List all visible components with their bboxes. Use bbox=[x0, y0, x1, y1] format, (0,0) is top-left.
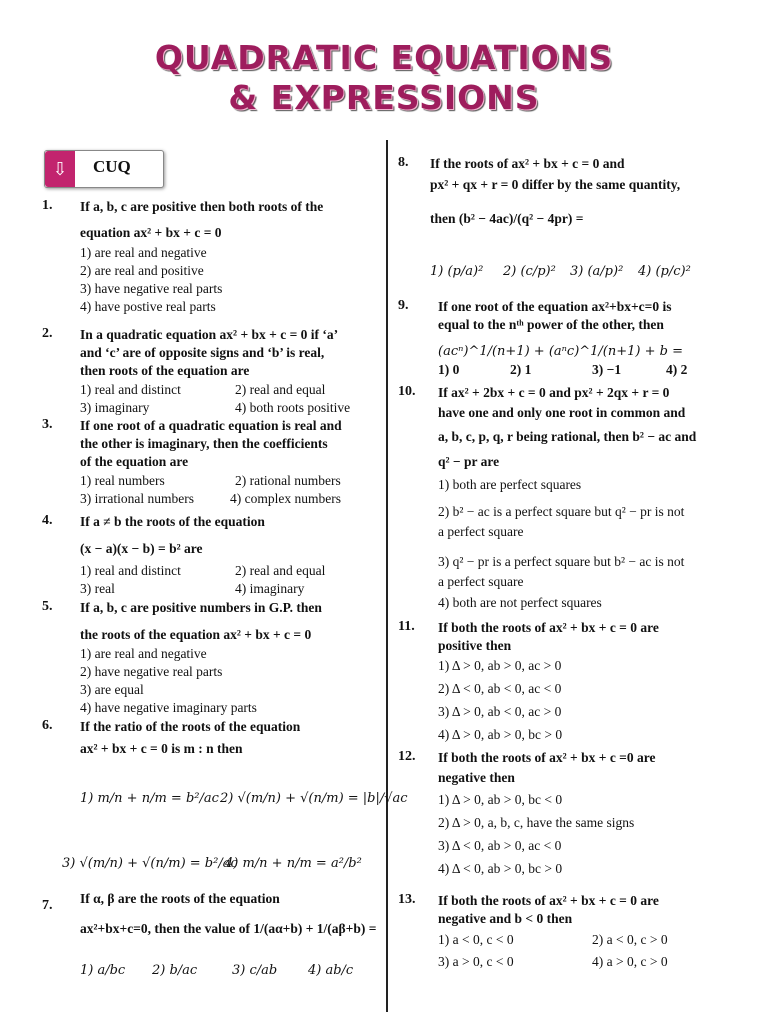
question-text: positive then bbox=[438, 638, 512, 653]
option: 4) m/n + n/m = a²/b² bbox=[225, 856, 362, 871]
question-number: 12. bbox=[398, 749, 416, 764]
question-text: q² − pr are bbox=[438, 454, 500, 469]
question-number: 1. bbox=[42, 198, 53, 213]
option: 3) √(m/n) + √(n/m) = b²/ac bbox=[62, 856, 238, 871]
option: 3) are equal bbox=[80, 682, 144, 697]
question-text: ax²+bx+c=0, then the value of 1/(aα+b) + 1/(aβ+b) = bbox=[80, 921, 377, 936]
question-text: In a quadratic equation ax² + bx + c = 0 if ‘a’ bbox=[80, 327, 339, 342]
option: 2) √(m/n) + √(n/m) = |b|/√ac bbox=[220, 791, 408, 806]
option: 2) real and equal bbox=[235, 382, 326, 397]
question-text: If both the roots of ax² + bx + c = 0 are bbox=[438, 620, 659, 635]
section-badge bbox=[44, 150, 164, 188]
option: 4) (p/c)² bbox=[638, 264, 691, 279]
question-text: then (b² − 4ac)/(q² − 4pr) = bbox=[430, 211, 584, 226]
question-text: and ‘c’ are of opposite signs and ‘b’ is real, bbox=[80, 345, 325, 360]
option: 1) 0 bbox=[438, 362, 460, 377]
question-text: If the roots of ax² + bx + c = 0 and bbox=[430, 156, 625, 171]
question-text: (x − a)(x − b) = b² are bbox=[80, 541, 203, 556]
option: 2) b² − ac is a perfect square but q² − pr is not bbox=[438, 504, 685, 519]
question-number: 7. bbox=[42, 898, 53, 913]
question-number: 13. bbox=[398, 892, 416, 907]
option: 2) (c/p)² bbox=[503, 264, 556, 279]
question-number: 3. bbox=[42, 417, 53, 432]
question-text: negative and b < 0 then bbox=[438, 911, 573, 926]
option: 1) Δ > 0, ab > 0, ac > 0 bbox=[438, 658, 562, 673]
question-text: a, b, c, p, q, r being rational, then b² − ac and bbox=[438, 429, 697, 444]
option: 3) −1 bbox=[592, 362, 622, 377]
question-number: 2. bbox=[42, 326, 53, 341]
question-text: If both the roots of ax² + bx + c = 0 are bbox=[438, 893, 659, 908]
option: 1) are real and negative bbox=[80, 245, 207, 260]
question-text: If a, b, c are positive then both roots of the bbox=[80, 199, 324, 214]
question-number: 4. bbox=[42, 513, 53, 528]
page-title-line1: QUADRATIC EQUATIONS bbox=[154, 38, 614, 77]
question-text: negative then bbox=[438, 770, 515, 785]
option: 3) real bbox=[80, 581, 115, 596]
question-text: equal to the nᵗʰ power of the other, then bbox=[438, 317, 664, 332]
option: 4) have negative imaginary parts bbox=[80, 700, 257, 715]
question-text: have one and only one root in common and bbox=[438, 405, 686, 420]
option: 4) 2 bbox=[666, 362, 688, 377]
option: a perfect square bbox=[438, 524, 524, 539]
option: 2) a < 0, c > 0 bbox=[592, 932, 668, 947]
option: 3) c/ab bbox=[232, 963, 278, 978]
option: 2) are real and positive bbox=[80, 263, 204, 278]
question-text: (acⁿ)^1/(n+1) + (aⁿc)^1/(n+1) + b = bbox=[438, 344, 683, 359]
option: 1) a < 0, c < 0 bbox=[438, 932, 514, 947]
page-title-line2: & EXPRESSIONS bbox=[228, 78, 540, 117]
option: 3) have negative real parts bbox=[80, 281, 223, 296]
option: 3) a > 0, c < 0 bbox=[438, 954, 514, 969]
option: 1) (p/a)² bbox=[430, 264, 484, 279]
question-text: If both the roots of ax² + bx + c =0 are bbox=[438, 750, 656, 765]
question-text: If one root of a quadratic equation is real and bbox=[80, 418, 342, 433]
option: 1) m/n + n/m = b²/ac bbox=[80, 791, 219, 806]
option: 1) real and distinct bbox=[80, 382, 181, 397]
question-text: If a, b, c are positive numbers in G.P. then bbox=[80, 600, 322, 615]
question-text: px² + qx + r = 0 differ by the same quantity, bbox=[430, 177, 681, 192]
option: 4) have postive real parts bbox=[80, 299, 216, 314]
question-text: If α, β are the roots of the equation bbox=[80, 891, 280, 906]
option: 1) real and distinct bbox=[80, 563, 181, 578]
option: 4) Δ > 0, ab > 0, bc > 0 bbox=[438, 727, 563, 742]
option: 3) imaginary bbox=[80, 400, 150, 415]
question-text: If ax² + 2bx + c = 0 and px² + 2qx + r = 0 bbox=[438, 385, 670, 400]
option: 1) both are perfect squares bbox=[438, 477, 582, 492]
question-text: equation ax² + bx + c = 0 bbox=[80, 225, 222, 240]
option: 4) imaginary bbox=[235, 581, 305, 596]
option: 3) Δ > 0, ab < 0, ac > 0 bbox=[438, 704, 562, 719]
option: 4) complex numbers bbox=[230, 491, 341, 506]
question-number: 8. bbox=[398, 155, 409, 170]
option: 3) Δ < 0, ab > 0, ac < 0 bbox=[438, 838, 562, 853]
question-text: If one root of the equation ax²+bx+c=0 is bbox=[438, 299, 672, 314]
question-number: 11. bbox=[398, 619, 415, 634]
option: 1) Δ > 0, ab > 0, bc < 0 bbox=[438, 792, 563, 807]
question-text: ax² + bx + c = 0 is m : n then bbox=[80, 741, 243, 756]
option: 1) a/bc bbox=[80, 963, 126, 978]
option: 4) ab/c bbox=[308, 963, 354, 978]
option: a perfect square bbox=[438, 574, 524, 589]
column-divider bbox=[386, 140, 388, 1012]
option: 2) Δ < 0, ab < 0, ac < 0 bbox=[438, 681, 562, 696]
section-label: CUQ bbox=[93, 157, 131, 176]
option: 2) Δ > 0, a, b, c, have the same signs bbox=[438, 815, 635, 830]
option: 2) rational numbers bbox=[235, 473, 341, 488]
question-text: of the equation are bbox=[80, 454, 189, 469]
option: 1) are real and negative bbox=[80, 646, 207, 661]
down-arrow-icon: ⇩ bbox=[45, 151, 75, 187]
option: 2) 1 bbox=[510, 362, 532, 377]
question-number: 5. bbox=[42, 599, 53, 614]
option: 2) have negative real parts bbox=[80, 664, 223, 679]
question-text: the roots of the equation ax² + bx + c = 0 bbox=[80, 627, 312, 642]
option: 4) both roots positive bbox=[235, 400, 351, 415]
option: 3) (a/p)² bbox=[570, 264, 624, 279]
option: 1) real numbers bbox=[80, 473, 165, 488]
option: 4) both are not perfect squares bbox=[438, 595, 602, 610]
option: 2) real and equal bbox=[235, 563, 326, 578]
question-number: 9. bbox=[398, 298, 409, 313]
option: 2) b/ac bbox=[152, 963, 198, 978]
question-text: then roots of the equation are bbox=[80, 363, 250, 378]
question-number: 6. bbox=[42, 718, 53, 733]
option: 3) irrational numbers bbox=[80, 491, 194, 506]
option: 4) Δ < 0, ab > 0, bc > 0 bbox=[438, 861, 563, 876]
question-text: If the ratio of the roots of the equation bbox=[80, 719, 301, 734]
question-number: 10. bbox=[398, 384, 416, 399]
option: 3) q² − pr is a perfect square but b² − ac is not bbox=[438, 554, 685, 569]
option: 4) a > 0, c > 0 bbox=[592, 954, 668, 969]
question-text: the other is imaginary, then the coefficients bbox=[80, 436, 328, 451]
question-text: If a ≠ b the roots of the equation bbox=[80, 514, 265, 529]
